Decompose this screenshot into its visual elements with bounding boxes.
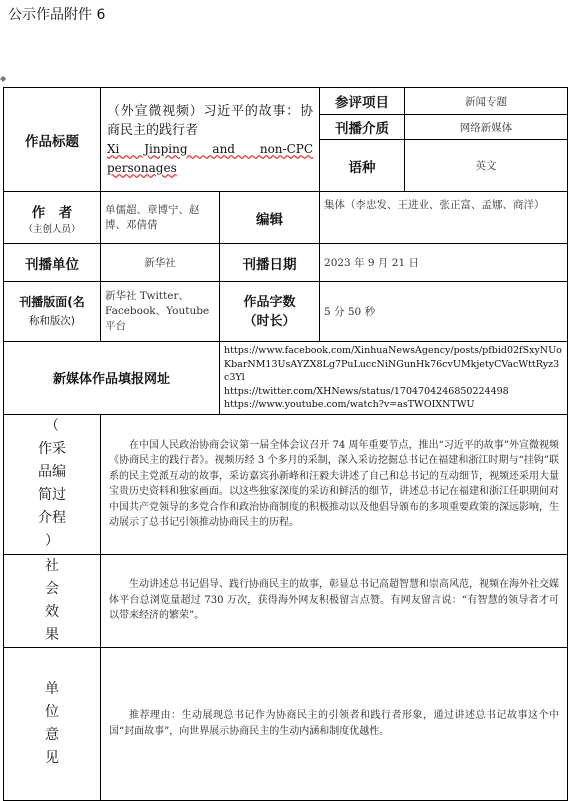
wordcount-value: 5 分 50 秒	[320, 282, 568, 342]
media-value: 网络新媒体	[405, 115, 568, 140]
margin-mark: ◆	[0, 74, 7, 83]
language-label: 语种	[320, 140, 405, 192]
editor-label: 编辑	[220, 192, 320, 244]
title-cn: （外宣微视频）习近平的故事：协商民主的践行者	[107, 103, 314, 138]
date-value: 2023 年 9 月 21 日	[320, 244, 568, 282]
layout-label-1: 刊播版面(名	[19, 294, 85, 309]
publisher-label: 刊播单位	[4, 244, 101, 282]
wordcount-label-cell	[220, 282, 320, 342]
url-facebook[interactable]: https://www.facebook.com/XinhuaNewsAgency/posts/pfbid02fSxyNUoKbarNM13UsAYZX8Lg7PuLuccNiNGunHk76cvUMkjetyCVacWttRyz3c3Yl	[224, 345, 562, 383]
title-value	[101, 88, 320, 192]
intro-text: 在中国人民政治协商会议第一届全体会议召开 74 周年重要节点，推出“习近平的故事”外宣微视频《协商民主的践行者》。视频历经 3 个多月的采制，深入采访挖掘总书记在福建和浙江时期与“挂钩”联系的民主党派互动的故事，采访嘉宾孙新峰和汪毅夫讲述了自己和总书记的互动细节，视频还采用大量宝贵历史资料和独家画面。以这些独家深度的采访和鲜活的细节，讲述总书记在福建和浙江任职期间对中国共产党领导的多党合作和政治协商制度的积极推动以及他倡导颁布的多项重要政策的深远影响，生动展示了总书记引领推动协商民主的历程。	[101, 414, 568, 554]
url-twitter[interactable]: https://twitter.com/XHNews/status/1704704246850224498	[224, 385, 509, 397]
category-value: 新闻专题	[405, 88, 568, 115]
media-label: 刊播介质	[320, 115, 405, 140]
effect-label: 社 会 效 果	[4, 554, 101, 647]
effect-text: 生动讲述总书记倡导、践行协商民主的故事，彰显总书记高超智慧和崇高风范，视频在海外社交媒体平台总浏览量超过 730 万次，获得海外网友积极留言点赞。有网友留言说：“有智慧的领导者才可以带来经济的繁荣”。	[101, 554, 568, 647]
author-label-cell	[4, 192, 101, 244]
layout-label-cell	[4, 282, 101, 342]
opinion-label: 单 位 意 见	[4, 647, 101, 800]
page-header: 公示作品附件 6	[8, 7, 106, 23]
title-en: Xi Jinping and non-CPC personages	[107, 141, 314, 175]
url-youtube[interactable]: https://www.youtube.com/watch?v=asTWOIXNTWU	[224, 399, 475, 410]
author-label: 作 者	[31, 204, 73, 221]
wordcount-label-1: 作品字数	[243, 294, 296, 310]
url-label: 新媒体作品填报网址	[4, 342, 220, 415]
intro-label: （ 作采 品编 简过 介程 ）	[4, 414, 101, 554]
title-label: 作品标题	[4, 88, 101, 192]
editor-value: 集体（李忠发、王进业、张正富、孟娜、商洋）	[320, 192, 568, 244]
date-label: 刊播日期	[220, 244, 320, 282]
author-sublabel: （主创人员）	[23, 223, 81, 235]
layout-value: 新华社 Twitter、Facebook、Youtube 平台	[101, 282, 220, 342]
layout-label-2: 称和版次)	[28, 314, 76, 327]
url-list	[220, 342, 568, 415]
author-value: 单儒超、章博宁、赵博、邓倩倩	[101, 192, 220, 244]
wordcount-label-2: （时长）	[243, 313, 296, 329]
opinion-text: 推荐理由：生动展现总书记作为协商民主的引领者和践行者形象，通过讲述总书记故事这个中国“封面故事”，向世界展示协商民主的生动内涵和制度优越性。	[101, 647, 568, 800]
language-value: 英文	[405, 140, 568, 192]
category-label: 参评项目	[320, 88, 405, 115]
publisher-value: 新华社	[101, 244, 220, 282]
entry-form-table	[3, 87, 568, 801]
